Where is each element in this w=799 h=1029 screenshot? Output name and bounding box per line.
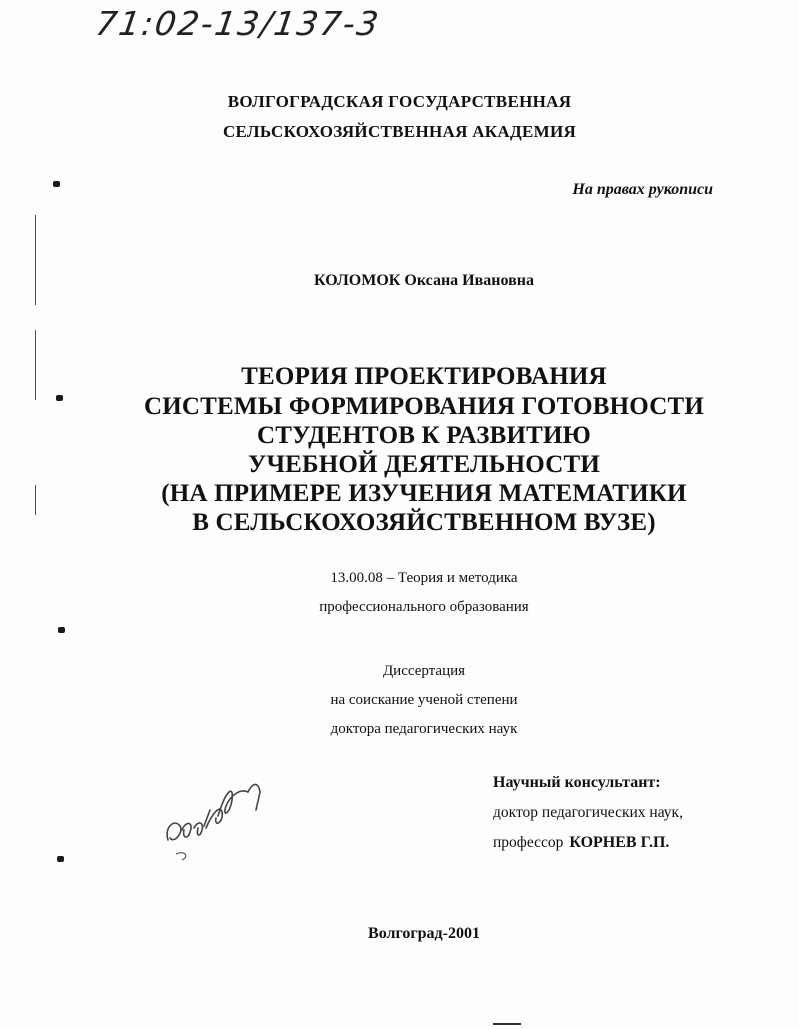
document-type: Диссертация <box>382 663 466 679</box>
author-signature <box>160 770 270 865</box>
author-name: КОЛОМОК Оксана Ивановна <box>314 272 534 289</box>
degree-sought-line: на соискание ученой степени <box>330 692 518 708</box>
city-year: Волгоград-2001 <box>368 925 480 942</box>
title-line: СИСТЕМЫ ФОРМИРОВАНИЯ ГОТОВНОСТИ <box>143 393 705 420</box>
institution-line-2: СЕЛЬСКОХОЗЯЙСТВЕННАЯ АКАДЕМИЯ <box>222 122 577 141</box>
scan-bottom-mark <box>493 1023 521 1025</box>
consultant-heading: Научный консультант: <box>493 774 661 791</box>
binding-hole-mark <box>57 856 64 862</box>
consultant-name: КОРНЕВ Г.П. <box>569 834 670 851</box>
scan-margin-line <box>35 485 36 515</box>
binding-hole-mark <box>53 181 60 187</box>
institution-line-1: ВОЛГОГРАДСКАЯ ГОСУДАРСТВЕННАЯ <box>227 92 572 111</box>
consultant-degree: доктор педагогических наук, <box>493 804 683 821</box>
specialty-code: 13.00.08 – Теория и методика <box>330 570 518 586</box>
binding-hole-mark <box>58 627 65 633</box>
specialty-name: профессионального образования <box>319 599 529 615</box>
binding-hole-mark <box>56 395 63 401</box>
title-line: УЧЕБНОЙ ДЕЯТЕЛЬНОСТИ <box>248 451 600 478</box>
title-line: ТЕОРИЯ ПРОЕКТИРОВАНИЯ <box>241 363 607 390</box>
archive-stamp-number: 71:02-13/137-3 <box>93 4 383 43</box>
manuscript-rights-note: На правах рукописи <box>572 181 713 198</box>
consultant-line <box>493 834 669 852</box>
title-line: В СЕЛЬСКОХОЗЯЙСТВЕННОМ ВУЗЕ) <box>192 509 656 536</box>
degree-name: доктора педагогических наук <box>330 721 518 737</box>
scan-margin-line <box>35 215 36 305</box>
scan-margin-line <box>35 330 36 400</box>
title-line: СТУДЕНТОВ К РАЗВИТИЮ <box>256 422 592 449</box>
consultant-title: профессор <box>493 834 564 851</box>
title-line: (НА ПРИМЕРЕ ИЗУЧЕНИЯ МАТЕМАТИКИ <box>161 480 687 507</box>
